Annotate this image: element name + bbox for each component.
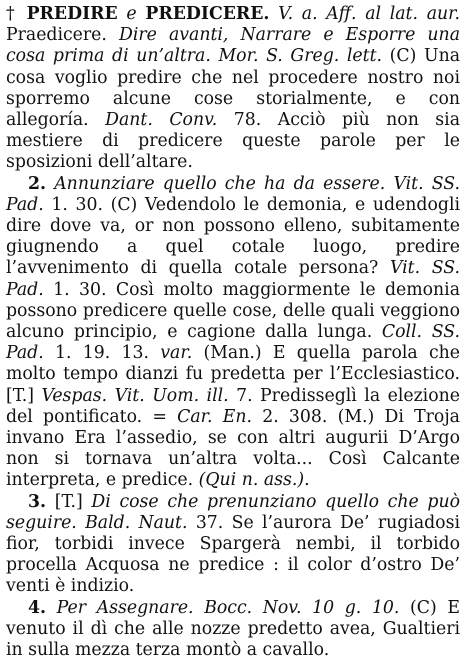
- source-citation: Car. En.: [177, 406, 252, 427]
- quotation-text: 37. Se l’aurora De’ rugiadosi fior, torbidi invece Spargerà nembi, il torbido procella Acquosa ne predice : il color d’ostro De’ venti è indizio.: [6, 512, 460, 597]
- sense-2: [6, 174, 460, 492]
- quotation-text: (Man.) E quella parola che molto tempo dianzi fu predetta per l’Ecclesiastico. [T.]: [6, 343, 460, 406]
- definition-1: Dire avanti, Narrare e Esporre una cosa prima di un’altra.: [6, 25, 460, 67]
- entry-predire: [6, 4, 460, 174]
- quotation-text: 7. Predisseglì la elezione del pontificato. =: [6, 385, 460, 427]
- sense-number: 4.: [28, 597, 47, 618]
- source-citation: Vit. SS. Pad.: [6, 258, 460, 300]
- quotation-text: (C) E venuto il dì che alle nozze predetto avea, Gualtieri in sulla mezza terza montò a cavallo.: [6, 597, 460, 661]
- quotation-text: 78. Acciò più non sia mestiere di predicere queste parole per le sposizioni dell’altare.: [6, 110, 461, 173]
- dagger-mark: †: [6, 4, 18, 24]
- headword: PREDIRE: [26, 4, 118, 24]
- headword-variant: PREDICERE.: [145, 4, 270, 24]
- variant-note: var.: [160, 343, 193, 364]
- sense-4: [6, 598, 460, 661]
- quotation-text: 1. 19. 13.: [55, 343, 150, 364]
- source-citation: Dant. Conv.: [105, 110, 218, 131]
- sense-number: 2.: [28, 173, 47, 194]
- usage-note: (Qui n. ass.).: [198, 470, 310, 491]
- source-citation: Mor. S. Greg. lett.: [218, 46, 383, 67]
- sense-definition: Per Assegnare.: [56, 597, 194, 618]
- quotation-text: 1. 30. Così molto maggiormente le demonia possono predicere quelle cose, delle quali veggiono alcuno principio, e cagione dalla lunga.: [6, 279, 460, 343]
- reference-label: g.: [344, 597, 362, 618]
- source-citation: Coll. SS. Pad.: [6, 322, 460, 364]
- sense-definition: Annunziare quello che ha da essere.: [54, 173, 386, 194]
- source-citation: Vespas. Vit. Uom. ill.: [41, 385, 229, 406]
- editor-mark: [T.]: [54, 491, 83, 512]
- source-citation: Bald. Naut.: [85, 512, 188, 533]
- crusca-mark: (C): [389, 46, 417, 67]
- sense-3: [6, 492, 460, 598]
- reference-number: 10.: [371, 597, 400, 618]
- quotation-text: 1. 30. (C) Vedendolo le demonia, e udendogli dire dove va, or non possono elleno, subitamente giugnendo a quel cotale luogo, predire l’avvenimento di quella cotale persona?: [6, 194, 461, 279]
- source-citation: Vit. SS. Pad.: [6, 173, 460, 215]
- latin-etymon: Praedicere.: [6, 25, 107, 46]
- sense-number: 3.: [28, 491, 47, 512]
- grammar-note: V. a. Aff. al lat. aur.: [278, 4, 460, 24]
- quotation-text: Una cosa voglio predire che nel procedere nostro noi sporremo alcune cose storialmente, e con allegoría.: [6, 46, 461, 131]
- quotation-text: 2. 308. (M.) Di Troja invano Era l’assedio, se con altri augurii D’Argo non si tornava un’altra volta... Così Calcante interpreta, e predice.: [6, 406, 460, 491]
- headword-conjunction: e: [126, 4, 137, 24]
- sense-definition: Di cose che prenunziano quello che può seguire.: [6, 491, 460, 533]
- source-citation: Bocc. Nov.: [204, 597, 302, 618]
- reference-number: 10: [312, 597, 335, 618]
